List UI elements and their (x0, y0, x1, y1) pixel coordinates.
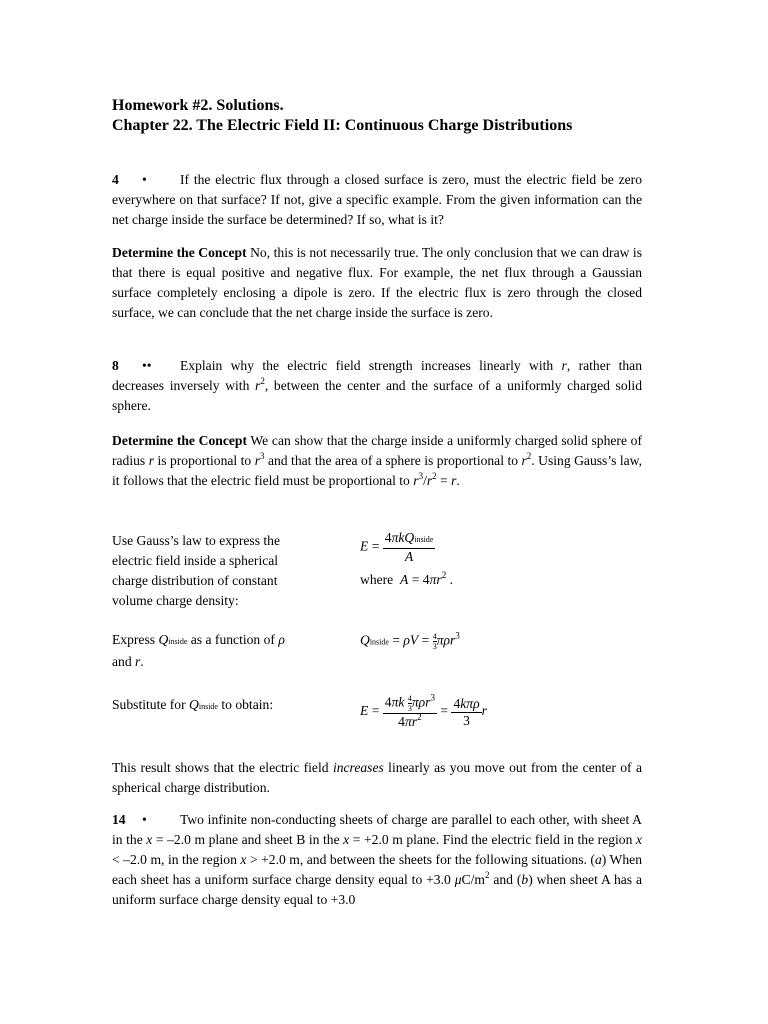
exponent: 2 (432, 471, 437, 481)
answer-text: No, this is not necessarily true. The only conclusion that we can draw is that there is equal positive and negative flux. For example, the net flux through a Gaussian surface completely enclosing a dipole is zero. If the electric flux is zero through the closed surface, we can conclude that the net charge inside the surface is zero. (112, 245, 642, 320)
problem-text: Two infinite non-conducting sheets of charge are parallel to each other, with sheet A in the (112, 812, 642, 847)
concept-label: Determine the Concept (112, 245, 247, 260)
difficulty-marker: • (142, 812, 147, 827)
problem-text: Explain why the electric field strength increases linearly with (180, 358, 562, 373)
problem-text: If the electric flux through a closed surface is zero, must the electric field be zero everywhere on that surface? If not, give a specific example. From the given information can the net charge inside the surface be determined? If so, what is it? (112, 172, 642, 227)
problem-text: ) when sheet A has a uniform surface charge density equal to +3.0 (112, 872, 642, 907)
problem-number: 4 (112, 172, 119, 187)
problem-14 (112, 810, 642, 910)
var-r: r (561, 358, 567, 373)
step-text: as a function of (187, 632, 279, 647)
part-b: b (521, 872, 529, 887)
emphasis: increases (332, 760, 384, 775)
answer-text: is proportional to (153, 453, 255, 468)
equation-area: where $A = 4\pi r^2$ . (360, 570, 453, 587)
step-text: Substitute for (112, 697, 190, 712)
var-x: x (146, 832, 153, 847)
equation-gauss: E = $\frac{\text{4πkQinside}}{A}$ (360, 530, 434, 564)
problem-4 (112, 170, 642, 230)
var-r: r (521, 453, 527, 468)
problem-text: < –2.0 m, in the region (112, 852, 241, 867)
problem-text: = –2.0 m plane and sheet B in the (152, 832, 344, 847)
var-q: Q (189, 697, 199, 712)
step-text: Express (112, 632, 159, 647)
var-q: Q (158, 632, 169, 647)
var-r: r (451, 473, 457, 488)
answer-text: . Using Gauss’s law, it follows that the electric field must be proportional to (112, 453, 642, 488)
problem-text: , between the center and the surface of a uniformly charged solid sphere. (112, 378, 642, 413)
exponent: 2 (526, 451, 532, 461)
problem-text: ) When each sheet has a uniform surface charge density equal to +3.0 (112, 852, 642, 887)
exponent: 2 (484, 870, 490, 880)
step-3-text (112, 695, 342, 717)
difficulty-marker: • (142, 172, 147, 187)
exponent: 2 (260, 376, 265, 386)
var-rho: ρ (278, 632, 285, 647)
equation-result: E = 4πk $\frac{4}{3}$ πρr$^3$ $4\pi r^2$ = $\frac{\text{4kπρ}}{3}$ r (360, 692, 487, 729)
var-mu: μ (454, 872, 462, 887)
period: . (140, 654, 144, 669)
step-text: to obtain: (217, 697, 274, 712)
var-x: x (343, 832, 350, 847)
var-r: r (413, 473, 419, 488)
var-r: r (426, 473, 433, 488)
conclusion-text: linearly as you move out from the center of a spherical charge distribution. (112, 760, 642, 795)
subscript: inside (198, 702, 218, 711)
answer-text: and that the area of a sphere is proportional to (264, 453, 522, 468)
problem-text: and ( (489, 872, 522, 887)
conclusion-text: This result shows that the electric field (112, 760, 333, 775)
problem-text: C/m (461, 872, 485, 887)
var-x: x (635, 832, 642, 847)
equation-qinside: Qinside = ρV = $\frac{4}{3}$ πρr$^3$ (360, 630, 460, 651)
var-r: r (255, 378, 261, 393)
subscript: inside (168, 637, 188, 646)
step-2-text (112, 630, 342, 672)
var-r: r (148, 453, 154, 468)
problem-8 (112, 356, 642, 416)
part-a: a (594, 852, 602, 867)
where-label: where (360, 572, 394, 587)
answer-text: We can show that the charge inside a uniformly charged solid sphere of radius (112, 433, 642, 468)
answer-4 (112, 243, 642, 323)
concept-label: Determine the Concept (112, 433, 247, 448)
homework-title: Homework #2. Solutions. (112, 97, 284, 114)
var-r: r (254, 453, 260, 468)
period: . (456, 473, 460, 488)
exponent: 3 (418, 471, 424, 481)
difficulty-marker: •• (142, 358, 152, 373)
equals: = (436, 473, 452, 488)
chapter-title: Chapter 22. The Electric Field II: Continuous Charge Distributions (112, 117, 573, 134)
problem-number: 8 (112, 358, 119, 373)
step-text: and (112, 654, 136, 669)
answer-8 (112, 431, 642, 491)
conclusion (112, 758, 642, 798)
step-1-text: Use Gauss’s law to express the electric field inside a spherical charge distribution of constant volume charge density: (112, 533, 281, 608)
slash: / (423, 473, 427, 488)
problem-number: 14 (112, 812, 126, 827)
problem-text: = +2.0 m plane. Find the electric field in the region (349, 832, 636, 847)
var-x: x (240, 852, 247, 867)
problem-text: > +2.0 m, and between the sheets for the following situations. ( (246, 852, 595, 867)
exponent: 3 (259, 451, 265, 461)
problem-text: , rather than decreases inversely with (112, 358, 642, 393)
var-r: r (135, 654, 141, 669)
